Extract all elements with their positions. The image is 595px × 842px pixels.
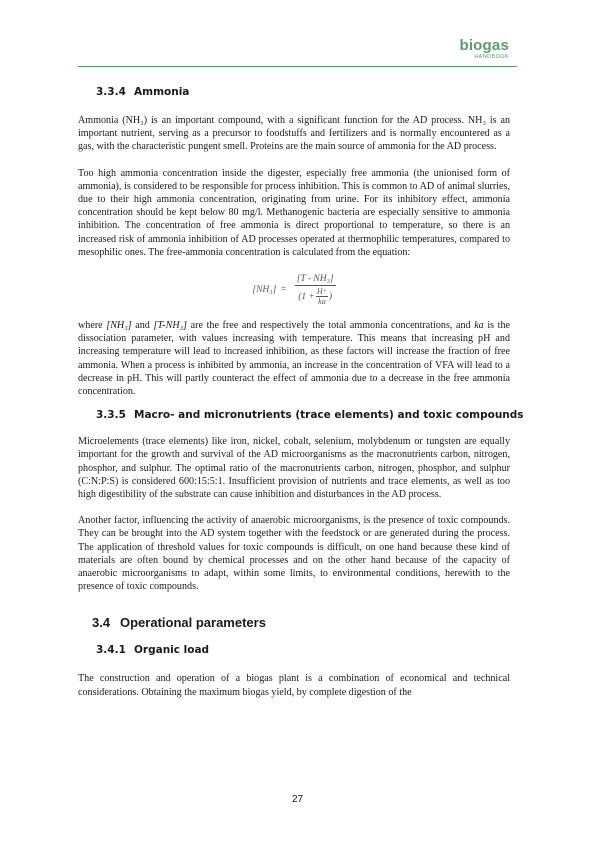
equation-lhs: [NH₃] [252, 285, 277, 296]
paragraph-toxic-compounds: Another factor, influencing the activity of anaerobic microorganisms, is the presence of toxic compounds. They can be brought into the AD system together with the feedstock or are generated during the process. The application of threshold values for toxic compounds is difficult, on one hand because these kind of materials are often bound by chemical processes and on the other hand because of the capacity of anaerobic microorganisms to adapt, within some limits, to environmental conditions, herewith to the presence of toxic compounds. [78, 515, 510, 593]
section-heading-3-4 [78, 615, 510, 630]
logo-subtitle: HANDBOOK [474, 54, 509, 60]
equation-denominator [298, 286, 332, 306]
page-number: 27 [291, 794, 304, 805]
equation-equals: = [280, 285, 287, 296]
section-title: Ammonia [134, 86, 190, 98]
equation-numerator: [T - NH₃] [296, 274, 334, 285]
header-divider [78, 66, 517, 67]
section-title: Macro- and micronutrients (trace elements) and toxic compounds [134, 409, 524, 422]
section-heading-3-3-5 [78, 409, 524, 422]
text-run: is the dissociation parameter, with values increasing with temperature. This means that increasing pH and increasing temperature will lead to increased inhibition, as these factors will increase the fraction of free ammonia. When a process is inhibited by ammonia, an increase in the concentration of VFA will lead to a decrease in pH. This will partly counteract the effect of ammonia due to a decrease in the free ammonia concentration. [78, 320, 510, 398]
section-number: 3.3.4 [96, 86, 126, 98]
text-run: are the free and respectively the total ammonia concentrations, and [187, 320, 475, 332]
logo-title: biogas [459, 37, 509, 54]
header-logo [459, 38, 509, 60]
ammonia-equation [78, 273, 510, 307]
page-content [78, 82, 524, 699]
equation-ka: ka [318, 297, 326, 307]
paragraph-micronutrients: Microelements (trace elements) like iron, nickel, cobalt, selenium, molybdenum or tungsten are equally important for the growth and survival of the AD microorganisms as the macronutrients carbon, nitrogen, phosphor, and sulphur. The optimal ratio of the macronutrients carbon, nitrogen, phosphor, and sulphur (C:N:P:S) is considered 600:15:5:1. Insufficient provision of nutrients and trace elements, as well as too high digestibility of the substrate can cause inhibition and disturbances in the AD process. [78, 436, 510, 501]
section-heading-3-3-4 [78, 86, 510, 98]
section-number: 3.4.1 [96, 644, 126, 657]
section-title: Organic load [134, 644, 210, 657]
section-heading-3-4-1 [78, 644, 510, 656]
equation-fraction [295, 274, 336, 306]
equation-h: H⁺ [316, 287, 327, 297]
equation-den-close: ) [328, 291, 333, 302]
paragraph-organic-load: The construction and operation of a biogas plant is a combination of economical and technical considerations. Obtaining the maximum biogas yield, by complete digestion of the [78, 673, 510, 698]
term-ka: ka [474, 320, 484, 332]
paragraph-equation-explanation [78, 319, 510, 398]
term-free-ammonia: [NH₃] [106, 320, 132, 332]
term-total-ammonia: [T-NH₃] [153, 320, 188, 332]
section-number: 3.3.5 [96, 409, 126, 422]
paragraph-ammonia-intro: Ammonia (NH₃) is an important compound, with a significant function for the AD process. NH₃ is an important nutrient, serving as a precursor to foodstuffs and fertilizers and is normally encountered as a gas, with the characteristic pungent smell. Proteins are the main source of ammonia for the AD process. [78, 115, 510, 153]
section-number: 3.4 [92, 615, 111, 631]
paragraph-ammonia-inhibition: Too high ammonia concentration inside the digester, especially free ammonia (the unionised form of ammonia), is considered to be responsible for process inhibition. This is common to AD of animal slurries, due to their high ammonia concentration, originating from urine. For its inhibitory effect, ammonia concentration should be kept below 80 mg/l. Methanogenic bacteria are especially sensitive to ammonia inhibition. The concentration of free ammonia is direct proportional to temperature, so there is an increased risk of ammonia inhibition of AD processes operated at thermophilic temperatures, compared to mesophilic ones. The free-ammonia concentration is calculated from the equation: [78, 167, 510, 258]
text-run: where [78, 320, 107, 332]
equation-h-over-ka [316, 287, 328, 306]
text-run: and [131, 320, 154, 332]
equation-den-open: (1 + [298, 291, 315, 302]
section-title: Operational parameters [120, 615, 266, 631]
